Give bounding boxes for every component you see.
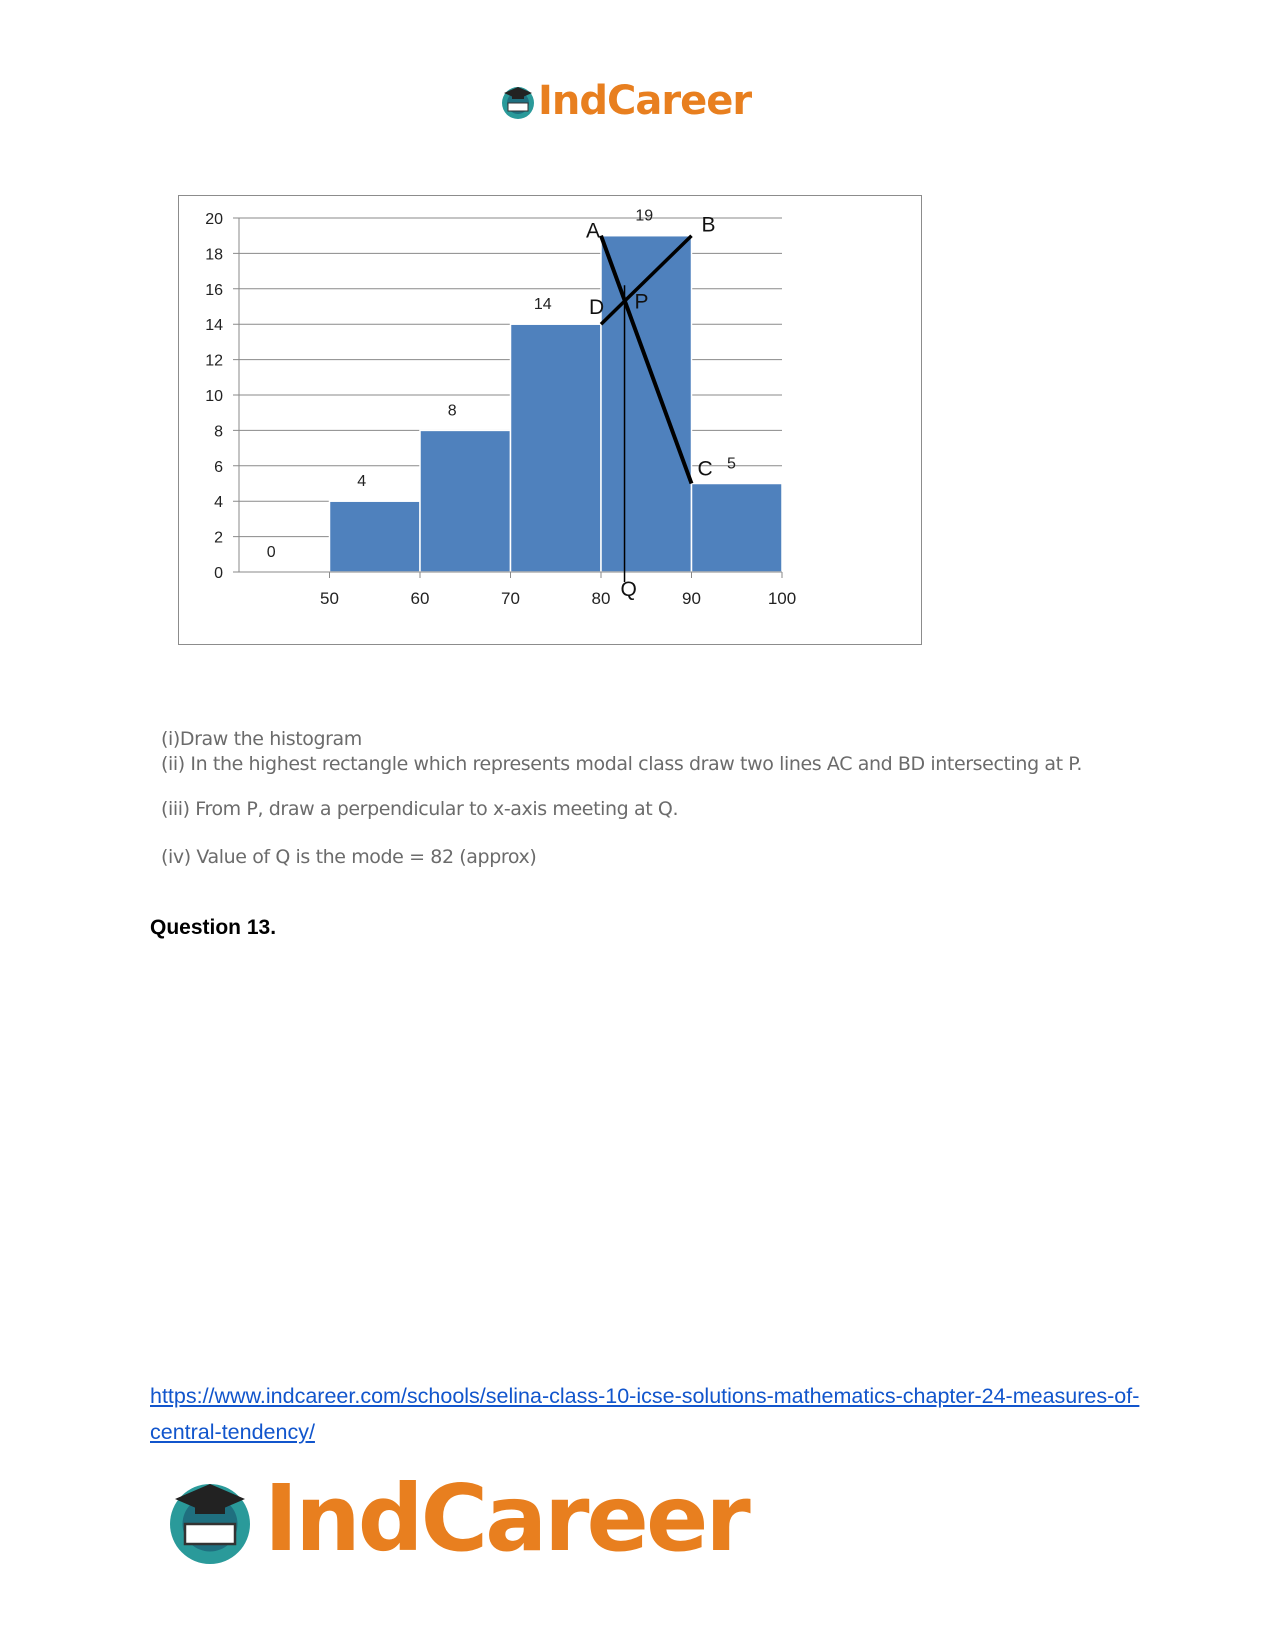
histogram-svg	[179, 196, 921, 644]
point-label-d: D	[589, 296, 605, 320]
histogram-bar	[420, 430, 511, 572]
point-label-c: C	[697, 457, 713, 481]
x-tick-label: 60	[410, 589, 430, 608]
source-link[interactable]: https://www.indcareer.com/schools/selina-class-10-icse-solutions-mathematics-chapter-24-measures-of-central-tendency/	[150, 1384, 1140, 1444]
y-tick-label: 6	[214, 458, 223, 476]
step-4: (iv) Value of Q is the mode = 82 (approx)	[161, 846, 537, 868]
header-logo	[500, 78, 751, 124]
footer-logo	[160, 1465, 748, 1572]
histogram-bar	[601, 236, 692, 572]
bar-value-label: 4	[357, 473, 367, 491]
histogram-bar	[330, 501, 421, 572]
x-tick-label: 100	[767, 589, 797, 608]
y-tick-label: 20	[205, 211, 223, 228]
point-label-p: P	[634, 290, 649, 314]
y-tick-label: 18	[205, 246, 223, 264]
x-tick-label: 70	[501, 589, 520, 608]
point-label-q: Q	[620, 578, 637, 601]
x-tick-label: 80	[591, 589, 611, 608]
histogram-bar	[511, 324, 602, 572]
y-tick-label: 16	[205, 281, 223, 299]
histogram-bar	[692, 484, 783, 573]
histogram-chart	[178, 195, 922, 645]
step-3: (iii) From P, draw a perpendicular to x-axis meeting at Q.	[161, 798, 679, 820]
x-tick-label: 50	[320, 589, 339, 608]
step-2: (ii) In the highest rectangle which represents modal class draw two lines AC and BD intersecting at P.	[161, 753, 1083, 775]
y-tick-label: 4	[214, 494, 223, 512]
point-label-a: A	[586, 219, 601, 243]
question-heading: Question 13.	[150, 916, 277, 939]
y-tick-label: 12	[205, 352, 223, 370]
y-tick-label: 2	[214, 529, 223, 547]
bar-value-label: 5	[727, 455, 736, 473]
bar-value-label: 8	[447, 402, 457, 420]
bar-value-label: 14	[533, 296, 552, 314]
step-1: (i)Draw the histogram	[161, 728, 362, 750]
graduation-cap-book-icon	[500, 81, 536, 121]
bar-value-label: 0	[266, 544, 276, 561]
x-tick-label: 90	[682, 589, 701, 608]
y-tick-label: 14	[205, 317, 223, 335]
point-label-b: B	[701, 213, 716, 237]
y-tick-label: 8	[214, 423, 223, 441]
graduation-cap-book-icon	[160, 1469, 260, 1569]
y-tick-label: 0	[214, 565, 223, 582]
bar-value-label: 19	[635, 207, 654, 225]
header-logo-text: IndCareer	[538, 78, 752, 124]
y-tick-label: 10	[205, 388, 223, 405]
footer-logo-text: IndCareer	[264, 1465, 748, 1572]
